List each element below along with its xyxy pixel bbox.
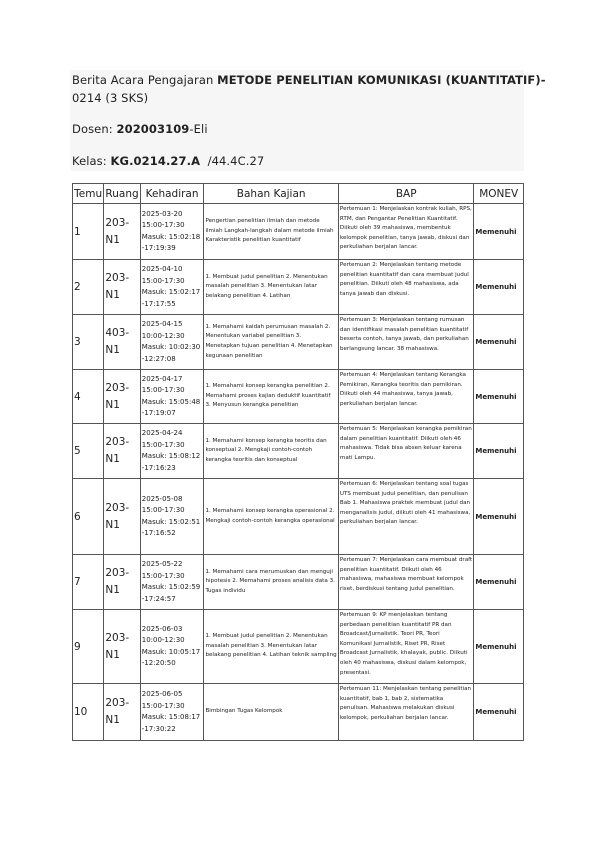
kehadiran-masuk: Masuk: 10:02:30 [141, 343, 201, 351]
kehadiran-masuk: Masuk: 15:08:12 [141, 452, 201, 460]
cell-monev: Memenuhi [474, 684, 524, 741]
kehadiran-keluar: -17:19:07 [141, 409, 176, 417]
cell-ruang: 203-N1 [104, 204, 140, 260]
table-row [73, 610, 524, 684]
kehadiran-time: 10:00-12:30 [141, 331, 185, 340]
cell-monev: Memenuhi [474, 260, 524, 315]
kehadiran-keluar: -12:27:08 [141, 354, 176, 363]
cell-monev: Memenuhi [474, 204, 524, 260]
cell-bap: Pertemuan 2: Menjelaskan tentang metode penelitian kuantitatif dan cara membuat judul penelitian. Diikuti oleh 48 mahasiswa, ada tanya jawab dan diskusi. [338, 260, 474, 315]
kehadiran-date: 2025-05-22 [141, 560, 183, 568]
attendance-table [72, 183, 524, 741]
cell-bahan-kajian: 1. Membuat judul penelitian 2. Menentukan masalah penelitian 3. Menentukan latar belakang penelitian 4. Latihan teknik sampling [204, 610, 338, 684]
cell-bahan-kajian: 1. Memahami konsep kerangka operasional 2. Mengkaji contoh-contoh kerangka operasional [204, 479, 338, 555]
cell-bap: Pertemuan 9: KP menjelaskan tentang perbedaan penelitian kuantitatif PR dan Broadcast/Jurnalistik. Teori PR, Teori Komunikasi Jurnalistik, Riset PR, Riset Broadcast Jurnalistik, khalayak, public. Diikuti oleh 40 mahasiswa, diskusi dalam kelompok, presentasi. [338, 610, 474, 684]
cell-kehadiran [140, 684, 204, 741]
cell-kehadiran [140, 370, 204, 424]
table-header-row [73, 184, 524, 204]
table-row [73, 479, 524, 555]
kehadiran-date: 2025-06-05 [141, 690, 183, 698]
cell-ruang: 203-N1 [104, 370, 140, 424]
cell-kehadiran [140, 479, 204, 555]
cell-monev: Memenuhi [474, 370, 524, 424]
cell-temu: 9 [73, 610, 104, 684]
kehadiran-keluar: -17:19:39 [141, 244, 176, 252]
cell-ruang: 203-N1 [104, 610, 140, 684]
course-name: METODE PENELITIAN KOMUNIKASI (KUANTITATIF)- [217, 73, 546, 87]
kehadiran-date: 2025-04-10 [141, 265, 183, 273]
col-header-bahan-kajian: Bahan Kajian [204, 184, 338, 204]
cell-bap: Pertemuan 1: Menjelaskan kontrak kuliah, RPS, RTM, dan Pengantar Penelitian Kuantitatif. Diikuti oleh 39 mahasiswa, membentuk kelompok penelitian, tanya jawab, diskusi dan perkuliahan berjalan lancar. [338, 204, 474, 260]
cell-bahan-kajian: Bimbingan Tugas Kelompok [204, 684, 338, 741]
kelas-line [72, 154, 264, 168]
kehadiran-masuk: Masuk: 15:02:59 [141, 583, 201, 591]
cell-kehadiran [140, 610, 204, 684]
kelas-room: /44.4C.27 [207, 154, 265, 168]
header-panel [70, 70, 546, 171]
kehadiran-date: 2025-04-24 [141, 429, 183, 437]
cell-kehadiran [140, 260, 204, 315]
cell-ruang: 203-N1 [104, 260, 140, 315]
cell-kehadiran [140, 424, 204, 479]
kehadiran-time: 15:00-17:30 [141, 276, 185, 285]
kehadiran-keluar: -17:16:52 [141, 529, 176, 537]
cell-monev: Memenuhi [474, 479, 524, 555]
course-code: 0214 (3 SKS) [72, 91, 149, 105]
dosen-name: -Eli [189, 122, 208, 136]
col-header-monev: MONEV [474, 184, 524, 204]
cell-bahan-kajian: 1. Memahami kaidah perumusan masalah 2. Menentukan variabel penelitian 3. Menetapkan tujuan penelitian 4. Menetapkan kegunaan penelitian [204, 315, 338, 370]
cell-temu: 5 [73, 424, 104, 479]
kehadiran-time: 15:00-17:30 [141, 440, 185, 449]
cell-bahan-kajian: Pengertian penelitian ilmiah dan metode ilmiah Langkah-langkah dalam metode ilmiah Karakteristik penelitian kuantitatif [204, 204, 338, 260]
cell-monev: Memenuhi [474, 424, 524, 479]
table-row [73, 204, 524, 260]
kehadiran-date: 2025-04-15 [141, 320, 183, 328]
kehadiran-time: 15:00-17:30 [141, 221, 185, 229]
kehadiran-time: 15:00-17:30 [141, 506, 185, 514]
cell-bahan-kajian: 1. Memahami cara merumuskan dan menguji hipotesis 2. Memahami proses analisis data 3. Tugas individu [204, 555, 338, 610]
cell-ruang: 403-N1 [104, 315, 140, 370]
cell-monev: Memenuhi [474, 555, 524, 610]
kehadiran-time: 10:00-12:30 [141, 636, 185, 644]
kehadiran-date: 2025-05-08 [141, 494, 183, 503]
kehadiran-keluar: -12:20:50 [141, 659, 176, 667]
cell-kehadiran [140, 204, 204, 260]
cell-bap: Pertemuan 6: Menjelaskan tentang soal tugas UTS membuat judul penelitian, dan penulisan Bab 1. Mahasiswa praktek membuat judul dan menganalisis judul, diikuti oleh 41 mahasiswa, perkuliahan berjalan lancar. [338, 479, 474, 555]
kehadiran-time: 15:00-17:30 [141, 386, 185, 394]
kehadiran-keluar: -17:30:22 [141, 724, 176, 733]
cell-ruang: 203-N1 [104, 424, 140, 479]
table-row [73, 424, 524, 479]
cell-temu: 1 [73, 204, 104, 260]
dosen-label: Dosen: [72, 122, 117, 136]
cell-kehadiran [140, 315, 204, 370]
kehadiran-keluar: -17:24:57 [141, 594, 176, 603]
cell-bap: Pertemuan 7: Menjelaskan cara membuat draft penelitian kuantitatif. Diikuti oleh 46 mahasiswa, mahasiswa membuat kelompok riset, berdiskusi tentang judul penelitian. [338, 555, 474, 610]
cell-temu: 10 [73, 684, 104, 741]
col-header-ruang: Ruang [104, 184, 140, 204]
cell-temu: 7 [73, 555, 104, 610]
table-row [73, 315, 524, 370]
cell-temu: 2 [73, 260, 104, 315]
kehadiran-keluar: -17:16:23 [141, 463, 176, 472]
col-header-bap: BAP [338, 184, 474, 204]
cell-bahan-kajian: 1. Memahami konsep kerangka teoritis dan konseptual 2. Mengkaji contoh-contoh kerangka teoritis dan konseptual [204, 424, 338, 479]
table-row [73, 684, 524, 741]
dosen-id: 202003109 [116, 122, 190, 136]
cell-bap: Pertemuan 4: Menjelaskan tentang Kerangka Pemikiran, Kerangka teoritis dan pemikiran. Diikuti oleh 44 mahasiswa, tanya jawab, perkuliahan berjalan lancar. [338, 370, 474, 424]
kehadiran-time: 15:00-17:30 [141, 571, 185, 580]
dosen-line [72, 122, 208, 136]
kehadiran-masuk: Masuk: 15:02:18 [141, 232, 201, 241]
cell-monev: Memenuhi [474, 315, 524, 370]
kehadiran-masuk: Masuk: 15:05:48 [141, 397, 201, 406]
kelas-label: Kelas: [72, 154, 111, 168]
kehadiran-keluar: -17:17:55 [141, 299, 176, 308]
cell-temu: 4 [73, 370, 104, 424]
cell-kehadiran [140, 555, 204, 610]
cell-ruang: 203-N1 [104, 684, 140, 741]
table-row [73, 555, 524, 610]
title-prefix: Berita Acara Pengajaran [72, 73, 218, 87]
kehadiran-date: 2025-06-03 [141, 624, 183, 633]
cell-bap: Pertemuan 5: Menjelaskan kerangka pemikiran dalam penelitian kuantitatif. Diikuti oleh 46 mahasiswa. Tidak bisa absen keluar karena mati Lampu. [338, 424, 474, 479]
title-line [72, 73, 546, 87]
col-header-temu: Temu [73, 184, 104, 204]
cell-monev: Memenuhi [474, 610, 524, 684]
kehadiran-date: 2025-03-20 [141, 209, 183, 218]
cell-ruang: 203-N1 [104, 555, 140, 610]
kehadiran-time: 15:00-17:30 [141, 701, 185, 710]
kelas-code: KG.0214.27.A [110, 154, 201, 168]
cell-bahan-kajian: 1. Memahami konsep kerangka penelitian 2. Memahami proses kajian deduktif kuantitatif 3. Menyusun kerangka penelitian [204, 370, 338, 424]
table-row [73, 260, 524, 315]
kehadiran-masuk: Masuk: 15:02:17 [141, 288, 201, 296]
cell-bap: Pertemuan 11: Menjelaskan tentang penelitian kuantitatif, bab 1, bab 2, sistematika penulisan. Mahasiswa melakukan diskusi kelompok, perkuliahan berjalan lancar. [338, 684, 474, 741]
col-header-kehadiran: Kehadiran [140, 184, 204, 204]
kehadiran-masuk: Masuk: 15:08:17 [141, 713, 201, 721]
cell-temu: 3 [73, 315, 104, 370]
kehadiran-date: 2025-04-17 [141, 374, 183, 383]
cell-bahan-kajian: 1. Membuat judul penelitian 2. Menentukan masalah penelitian 3. Menentukan latar belakang penelitian 4. Latihan [204, 260, 338, 315]
cell-temu: 6 [73, 479, 104, 555]
table-row [73, 370, 524, 424]
cell-bap: Pertemuan 3: Menjelaskan tentang rumusan dan identifikasi masalah penelitian kuantitatif beserta contoh, tanya jawab, dan perkuliahan berlangsung lancar. 38 mahasiswa. [338, 315, 474, 370]
kehadiran-masuk: Masuk: 15:02:51 [141, 517, 201, 526]
kehadiran-masuk: Masuk: 10:05:17 [141, 647, 201, 656]
cell-ruang: 203-N1 [104, 479, 140, 555]
